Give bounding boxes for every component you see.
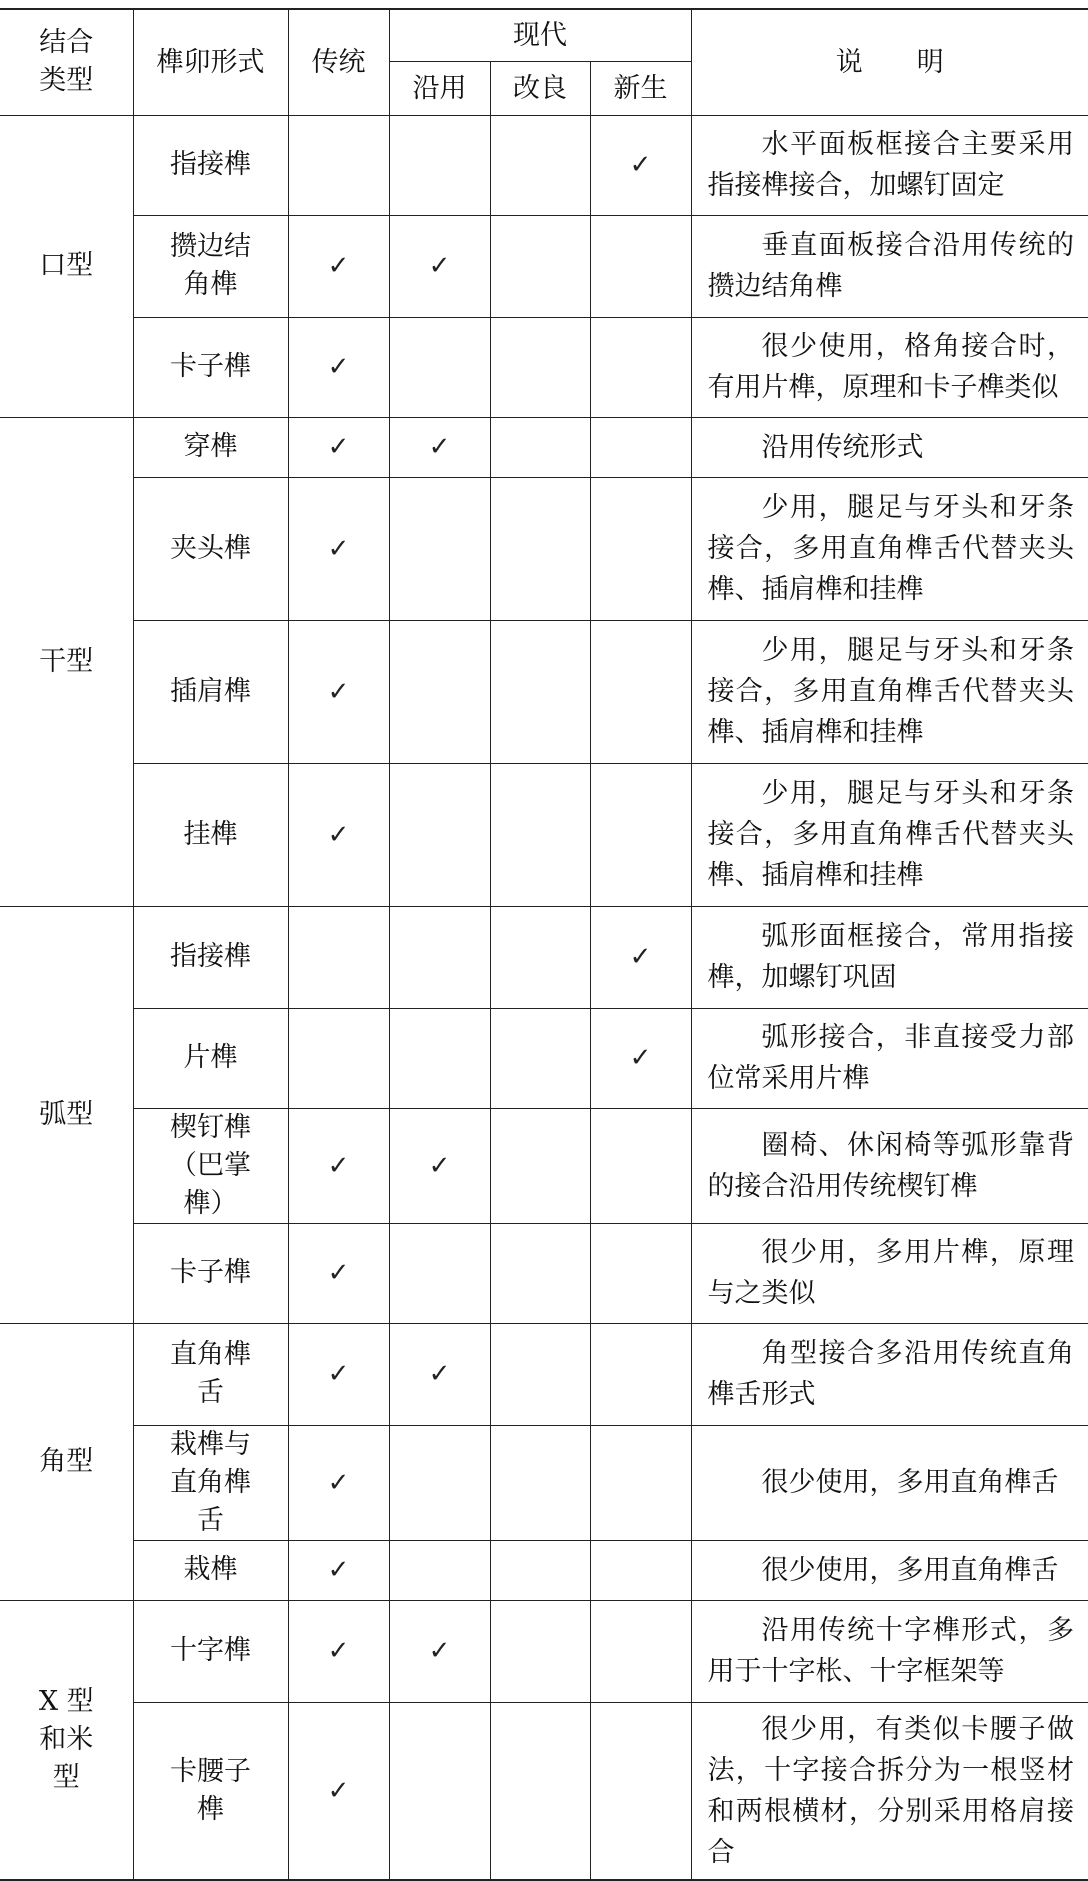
improved-cell: [490, 417, 590, 477]
joint-type-label: 角型: [39, 1445, 94, 1477]
joint-type-cell: [0, 906, 133, 1323]
note-cell: [691, 1702, 1088, 1880]
check-mark-icon: ✓: [327, 1150, 350, 1181]
check-mark-icon: ✓: [327, 432, 350, 462]
note-cell: [691, 477, 1088, 620]
new-cell: [590, 1323, 691, 1425]
traditional-cell: [288, 1702, 389, 1880]
check-mark-icon: ✓: [428, 1359, 451, 1389]
mortise-form-cell: [133, 115, 288, 215]
check-mark-icon: ✓: [327, 1775, 350, 1806]
note-cell: [691, 417, 1088, 477]
joinery-table-container: [0, 8, 1088, 1881]
note-cell: [691, 763, 1088, 906]
check-mark-icon: ✓: [327, 1555, 350, 1585]
new-cell: [590, 317, 691, 417]
mortise-form-label: 栽榫与直角榫舌: [170, 1428, 251, 1536]
header-joint-type: [0, 9, 133, 115]
mortise-form-label: 夹头榫: [170, 532, 251, 564]
continued-cell: [389, 763, 490, 906]
new-cell: [590, 115, 691, 215]
continued-cell: [389, 906, 490, 1008]
mortise-form-label: 楔钉榫（巴掌榫）: [170, 1111, 251, 1219]
improved-cell: [490, 1600, 590, 1702]
table-row: [0, 1223, 1088, 1323]
traditional-cell: [288, 215, 389, 317]
header-continued: 沿用: [389, 61, 490, 115]
note-text: 很少使用，多用直角榫舌: [761, 1467, 1059, 1498]
header-note: 说 明: [691, 9, 1088, 115]
mortise-form-label: 十字榫: [170, 1635, 251, 1666]
traditional-cell: [288, 1600, 389, 1702]
mortise-form-cell: [133, 1600, 288, 1702]
table-row: [0, 477, 1088, 620]
new-cell: [590, 620, 691, 763]
mortise-form-label: 卡腰子榫: [170, 1755, 251, 1825]
improved-cell: [490, 1008, 590, 1108]
traditional-cell: [288, 1108, 389, 1223]
table-row: [0, 1108, 1088, 1223]
note-cell: [691, 215, 1088, 317]
traditional-cell: [288, 906, 389, 1008]
mortise-form-label: 指接榫: [170, 149, 251, 180]
check-mark-icon: ✓: [629, 150, 652, 180]
continued-cell: [389, 1008, 490, 1108]
mortise-form-cell: [133, 763, 288, 906]
check-mark-icon: ✓: [428, 1150, 451, 1181]
traditional-cell: [288, 1008, 389, 1108]
header-improved: 改良: [490, 61, 590, 115]
mortise-form-cell: [133, 1425, 288, 1540]
new-cell: [590, 1702, 691, 1880]
mortise-form-cell: [133, 620, 288, 763]
improved-cell: [490, 1223, 590, 1323]
mortise-form-label: 卡子榫: [170, 351, 251, 382]
note-cell: [691, 1425, 1088, 1540]
note-text: 圈椅、休闲椅等弧形靠背的接合沿用传统楔钉榫: [707, 1129, 1075, 1202]
continued-cell: [389, 1600, 490, 1702]
mortise-form-label: 直角榫舌: [170, 1339, 251, 1408]
note-text: 沿用传统形式: [761, 431, 924, 463]
header-traditional: 传统: [288, 9, 389, 115]
joinery-table: [0, 8, 1088, 1881]
improved-cell: [490, 906, 590, 1008]
new-cell: [590, 1223, 691, 1323]
table-row: [0, 417, 1088, 477]
traditional-cell: [288, 477, 389, 620]
note-cell: [691, 1108, 1088, 1223]
mortise-form-cell: [133, 215, 288, 317]
check-mark-icon: ✓: [327, 676, 350, 707]
continued-cell: [389, 1702, 490, 1880]
table-row: [0, 620, 1088, 763]
mortise-form-cell: [133, 1008, 288, 1108]
note-text: 少用，腿足与牙头和牙条接合，多用直角榫舌代替夹头榫、插肩榫和挂榫: [707, 492, 1075, 605]
traditional-cell: [288, 317, 389, 417]
note-text: 沿用传统十字榫形式，多用于十字枨、十字框架等: [707, 1615, 1075, 1687]
improved-cell: [490, 1425, 590, 1540]
continued-cell: [389, 317, 490, 417]
table-row: [0, 1600, 1088, 1702]
note-text: 很少用，多用片榫，原理与之类似: [707, 1237, 1075, 1309]
new-cell: [590, 906, 691, 1008]
mortise-form-label: 挂榫: [183, 818, 238, 850]
continued-cell: [389, 1108, 490, 1223]
new-cell: [590, 1008, 691, 1108]
traditional-cell: [288, 115, 389, 215]
mortise-form-cell: [133, 1702, 288, 1880]
note-cell: [691, 317, 1088, 417]
note-cell: [691, 620, 1088, 763]
check-mark-icon: ✓: [629, 942, 652, 972]
joint-type-cell: [0, 115, 133, 417]
traditional-cell: [288, 417, 389, 477]
continued-cell: [389, 1323, 490, 1425]
continued-cell: [389, 417, 490, 477]
mortise-form-label: 片榫: [183, 1042, 238, 1073]
continued-cell: [389, 1223, 490, 1323]
check-mark-icon: ✓: [327, 251, 350, 281]
table-body: [0, 115, 1088, 1880]
header-new: 新生: [590, 61, 691, 115]
continued-cell: [389, 215, 490, 317]
check-mark-icon: ✓: [327, 819, 350, 850]
table-row: [0, 1702, 1088, 1880]
note-text: 少用，腿足与牙头和牙条接合，多用直角榫舌代替夹头榫、插肩榫和挂榫: [707, 778, 1075, 891]
note-cell: [691, 1323, 1088, 1425]
improved-cell: [490, 1323, 590, 1425]
header-modern: 现代: [389, 9, 691, 61]
check-mark-icon: ✓: [629, 1043, 652, 1073]
note-cell: [691, 115, 1088, 215]
mortise-form-label: 指接榫: [170, 941, 251, 972]
new-cell: [590, 1108, 691, 1223]
mortise-form-label: 卡子榫: [170, 1257, 251, 1288]
joint-type-label: X 型和米型: [38, 1685, 94, 1793]
table-row: [0, 1540, 1088, 1600]
improved-cell: [490, 1702, 590, 1880]
new-cell: [590, 477, 691, 620]
new-cell: [590, 1540, 691, 1600]
improved-cell: [490, 115, 590, 215]
note-text: 弧形面框接合，常用指接榫，加螺钉巩固: [707, 921, 1075, 993]
traditional-cell: [288, 1540, 389, 1600]
table-row: [0, 1323, 1088, 1425]
check-mark-icon: ✓: [327, 1467, 350, 1498]
traditional-cell: [288, 763, 389, 906]
new-cell: [590, 417, 691, 477]
improved-cell: [490, 1108, 590, 1223]
note-text: 很少使用，多用直角榫舌: [761, 1554, 1059, 1586]
note-text: 很少用，有类似卡腰子做法，十字接合拆分为一根竖材和两根横材，分别采用格肩接合: [707, 1713, 1075, 1868]
table-row: [0, 317, 1088, 417]
new-cell: [590, 1425, 691, 1540]
new-cell: [590, 763, 691, 906]
check-mark-icon: ✓: [327, 533, 350, 564]
traditional-cell: [288, 1223, 389, 1323]
mortise-form-label: 穿榫: [183, 431, 238, 462]
header-mortise-form: 榫卯形式: [133, 9, 288, 115]
mortise-form-label: 栽榫: [183, 1554, 238, 1585]
mortise-form-label: 攒边结角榫: [170, 231, 251, 300]
improved-cell: [490, 215, 590, 317]
table-row: [0, 1008, 1088, 1108]
new-cell: [590, 1600, 691, 1702]
note-cell: [691, 1223, 1088, 1323]
continued-cell: [389, 115, 490, 215]
table-row: [0, 115, 1088, 215]
traditional-cell: [288, 620, 389, 763]
continued-cell: [389, 477, 490, 620]
check-mark-icon: ✓: [327, 352, 350, 382]
table-row: [0, 906, 1088, 1008]
note-cell: [691, 1540, 1088, 1600]
table-row: [0, 215, 1088, 317]
mortise-form-cell: [133, 417, 288, 477]
check-mark-icon: ✓: [428, 1636, 451, 1666]
mortise-form-cell: [133, 477, 288, 620]
mortise-form-cell: [133, 1323, 288, 1425]
improved-cell: [490, 317, 590, 417]
note-text: 很少使用，格角接合时，有用片榫，原理和卡子榫类似: [707, 331, 1075, 403]
improved-cell: [490, 620, 590, 763]
note-text: 垂直面板接合沿用传统的攒边结角榫: [707, 230, 1075, 302]
note-cell: [691, 1600, 1088, 1702]
mortise-form-cell: [133, 1108, 288, 1223]
note-cell: [691, 906, 1088, 1008]
check-mark-icon: ✓: [327, 1636, 350, 1666]
continued-cell: [389, 1540, 490, 1600]
check-mark-icon: ✓: [327, 1359, 350, 1389]
mortise-form-cell: [133, 906, 288, 1008]
mortise-form-cell: [133, 1540, 288, 1600]
note-text: 水平面板框接合主要采用指接榫接合，加螺钉固定: [707, 129, 1075, 201]
table-row: [0, 763, 1088, 906]
joint-type-label: 干型: [39, 645, 94, 677]
joint-type-cell: [0, 417, 133, 906]
mortise-form-cell: [133, 1223, 288, 1323]
traditional-cell: [288, 1323, 389, 1425]
improved-cell: [490, 477, 590, 620]
header-joint-type-label: 结合类型: [39, 27, 94, 97]
joint-type-cell: [0, 1323, 133, 1600]
mortise-form-label: 插肩榫: [170, 675, 251, 707]
note-text: 弧形接合，非直接受力部位常采用片榫: [707, 1022, 1075, 1094]
check-mark-icon: ✓: [327, 1258, 350, 1288]
table-row: [0, 1425, 1088, 1540]
continued-cell: [389, 620, 490, 763]
new-cell: [590, 215, 691, 317]
joint-type-cell: [0, 1600, 133, 1880]
note-cell: [691, 1008, 1088, 1108]
check-mark-icon: ✓: [428, 251, 451, 281]
joint-type-label: 口型: [39, 250, 94, 281]
check-mark-icon: ✓: [428, 432, 451, 462]
traditional-cell: [288, 1425, 389, 1540]
joint-type-label: 弧型: [39, 1098, 94, 1130]
improved-cell: [490, 1540, 590, 1600]
note-text: 少用，腿足与牙头和牙条接合，多用直角榫舌代替夹头榫、插肩榫和挂榫: [707, 635, 1075, 748]
note-text: 角型接合多沿用传统直角榫舌形式: [707, 1338, 1075, 1410]
improved-cell: [490, 763, 590, 906]
continued-cell: [389, 1425, 490, 1540]
mortise-form-cell: [133, 317, 288, 417]
